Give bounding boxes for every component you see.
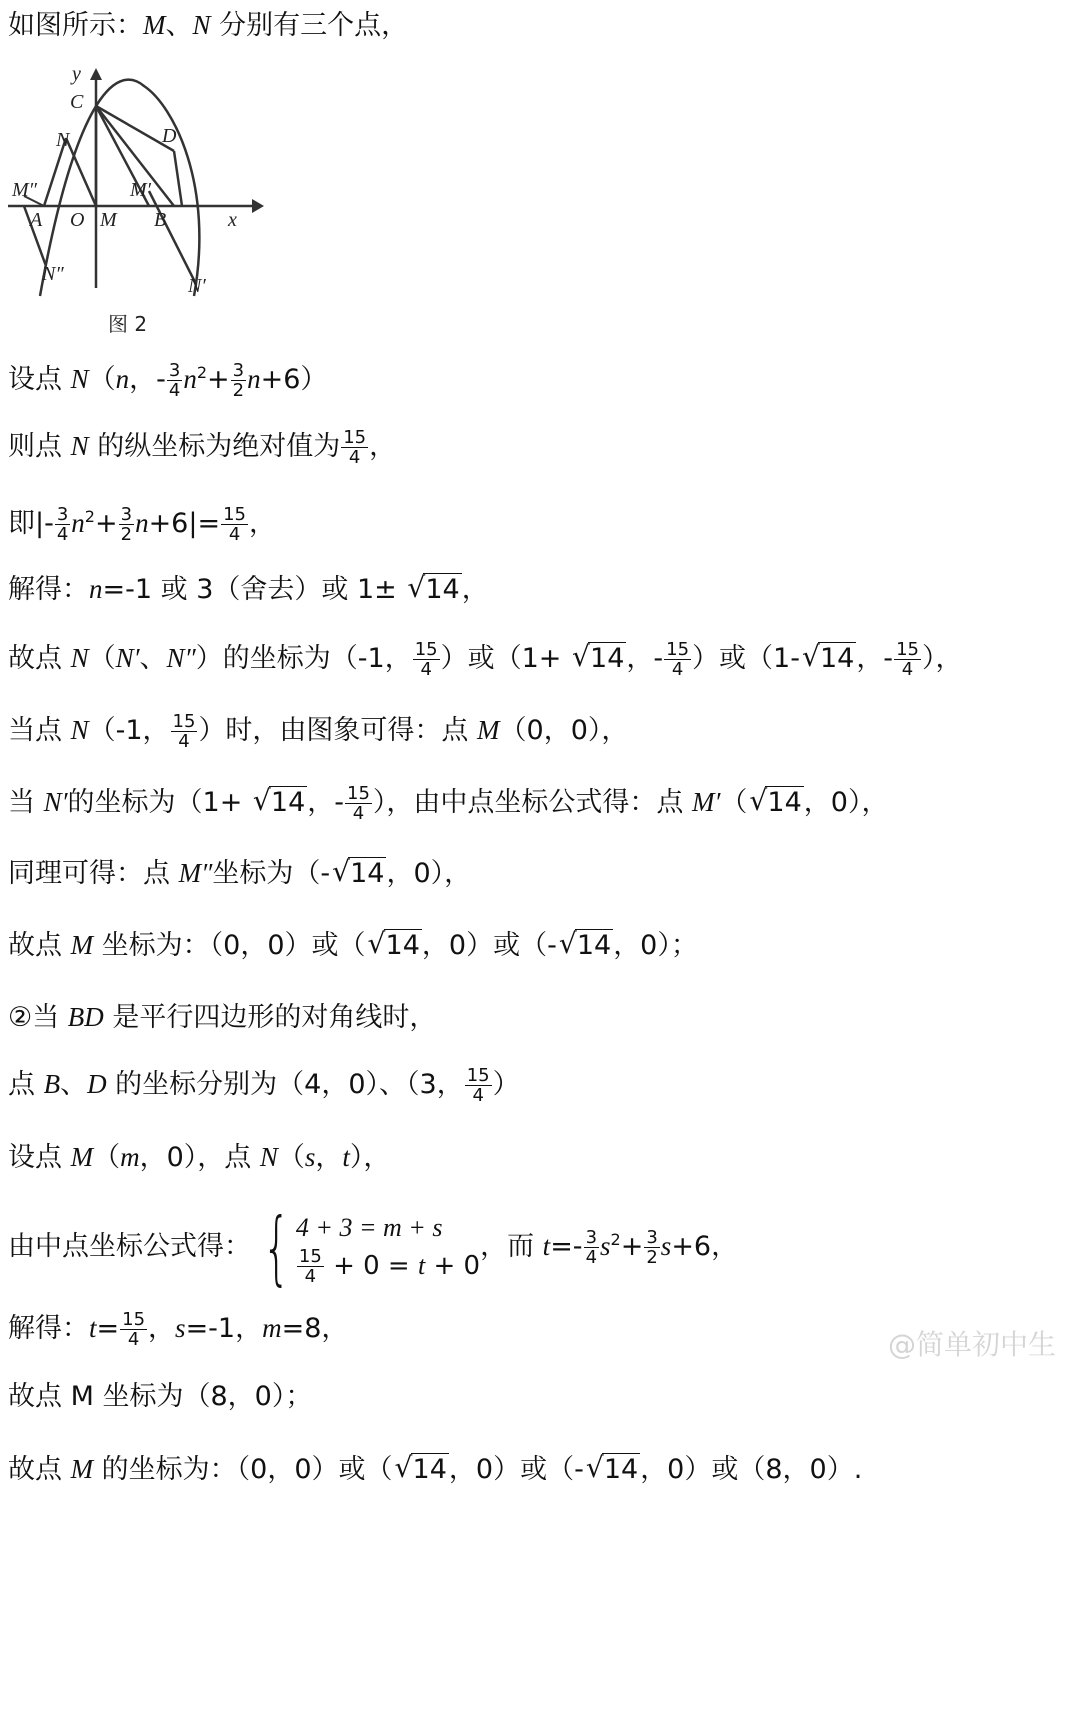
set-point-N: 设点 N（n，- $\frac{3}{4}$ $n^2+$ $\frac{3}{2}$ n+6） xyxy=(8,360,328,401)
x-axis-arrow xyxy=(252,199,264,213)
segment-DB xyxy=(174,151,182,206)
label-Np: N′ xyxy=(188,275,206,297)
final-answer-line: 故点 M 的坐标为：（0，0）或（ √ 14，0）或（- √ 14，0）或（8，0）. xyxy=(8,1451,863,1485)
solve-stm-line: 解得：t= $\frac{15}{4}$ ，s=-1，m=8， xyxy=(8,1309,349,1350)
parabola-figure xyxy=(4,66,264,366)
abs-equation-line: 即|- $\frac{3}{4}$ $n^2+$ $\frac{3}{2}$ n+6|= $\frac{15}{4}$ ， xyxy=(8,504,276,545)
label-C: C xyxy=(70,91,84,113)
watermark: @简单初中生 xyxy=(888,1328,1057,1361)
segment-NM xyxy=(66,138,96,206)
label-O: O xyxy=(70,209,85,231)
ordinate-abs-line: 则点 N 的纵坐标为绝对值为 $\frac{15}{4}$ ， xyxy=(8,427,397,468)
case-Np-line: 当 N′的坐标为（1+ √ 14，- $\frac{15}{4}$ ），由中点坐标公式得：点 M′（ √ 14，0）， xyxy=(8,783,889,824)
label-M: M xyxy=(100,209,117,231)
label-N2: N″ xyxy=(42,263,64,285)
brace-icon: { xyxy=(262,1200,291,1294)
case-N-line: 当点 N（-1， $\frac{15}{4}$ ）时，由图象可得：点 M（0，0）， xyxy=(8,711,629,752)
similar-M2-line: 同理可得：点 M″坐标为（- √ 14，0）， xyxy=(8,855,472,889)
y-axis-arrow xyxy=(90,68,102,80)
label-M2: M″ xyxy=(12,179,37,201)
label-Mp: M′ xyxy=(130,179,152,201)
label-N: N xyxy=(56,129,70,151)
solve-n-line: 解得：n=-1 或 3（舍去）或 1± √ 14， xyxy=(8,571,489,605)
label-y: y xyxy=(72,66,81,85)
label-B: B xyxy=(154,209,167,231)
parabola-curve xyxy=(40,80,199,296)
M-coordinates-line: 故点 M 坐标为：（0，0）或（ √ 14，0）或（- √ 14，0）； xyxy=(8,927,698,961)
case2-line: ②当 BD 是平行四边形的对角线时， xyxy=(8,1002,437,1033)
set-MN-line: 设点 M（m，0），点 N（s，t）， xyxy=(8,1142,391,1173)
intro-line: 如图所示：M、N 分别有三个点， xyxy=(8,10,409,41)
BD-coordinates-line: 点 B、D 的坐标分别为（4，0）、（3， $\frac{15}{4}$ ） xyxy=(8,1065,520,1106)
N-coordinates-line: 故点 N（N′、N″）的坐标为（-1， $\frac{15}{4}$ ）或（1+ √ 14，- $\frac{15}{4}$ ）或（1- √ 14，- $\frac{15}{4}$ ）， xyxy=(8,639,963,680)
equation-system: { 4 + 3 = m + s $\frac{15}{4}$ + 0 = t + 0 xyxy=(262,1200,481,1294)
midpoint-system-line: 由中点坐标公式得： { 4 + 3 = m + s $\frac{15}{4}$ + 0 = t + 0 ，而 t=- $\frac{3}{4}$ $s^2+$ $\frac{3}{2}$ s+6， xyxy=(8,1200,739,1294)
label-A: A xyxy=(30,209,43,231)
M-8-line: 故点 M 坐标为（8，0）； xyxy=(8,1381,313,1412)
label-x: x xyxy=(228,209,237,231)
label-D: D xyxy=(162,125,177,147)
figure-caption: 图 2 xyxy=(108,312,148,336)
